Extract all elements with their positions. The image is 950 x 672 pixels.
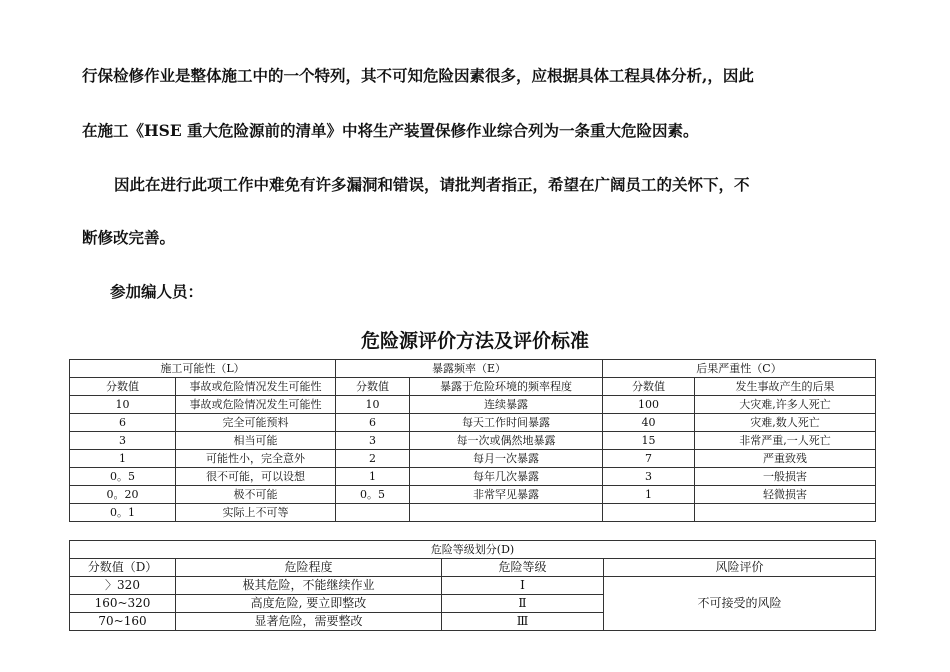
table-cell: 0。5 xyxy=(70,468,176,486)
paragraph-3: 因此在进行此项工作中难免有许多漏洞和错误，请批判者指正，希望在广阔员工的关怀下，不 xyxy=(114,175,750,194)
table-cell: 实际上不可等 xyxy=(176,504,336,522)
sub-header: 发生事故产生的后果 xyxy=(695,378,876,396)
table-cell: 每天工作时间暴露 xyxy=(410,414,603,432)
table-cell: 高度危险, 要立即整改 xyxy=(176,595,442,613)
grade-caption: 危险等级划分(D) xyxy=(70,541,876,559)
table-cell: 0。1 xyxy=(70,504,176,522)
table-cell: 很不可能，可以设想 xyxy=(176,468,336,486)
grade-header: 危险等级 xyxy=(442,559,604,577)
header-likelihood: 施工可能性（L） xyxy=(70,360,336,378)
paragraph-4: 断修改完善。 xyxy=(82,228,176,247)
table-cell: 相当可能 xyxy=(176,432,336,450)
table-cell: 3 xyxy=(336,432,410,450)
table-cell: 非常严重,一人死亡 xyxy=(695,432,876,450)
evaluation-criteria-table xyxy=(69,359,876,522)
sub-header: 分数值 xyxy=(603,378,695,396)
table-cell: 1 xyxy=(70,450,176,468)
table-cell: 大灾难,许多人死亡 xyxy=(695,396,876,414)
table-cell: 100 xyxy=(603,396,695,414)
table-cell: 7 xyxy=(603,450,695,468)
table-cell: 3 xyxy=(603,468,695,486)
sub-header: 分数值 xyxy=(336,378,410,396)
table-cell: 灾难,数人死亡 xyxy=(695,414,876,432)
grade-header: 风险评价 xyxy=(604,559,876,577)
table-cell: 显著危险，需要整改 xyxy=(176,613,442,631)
table-cell: 非常罕见暴露 xyxy=(410,486,603,504)
table-cell: 轻微损害 xyxy=(695,486,876,504)
table-cell xyxy=(410,504,603,522)
table-cell: 10 xyxy=(70,396,176,414)
sub-header: 暴露于危险环境的频率程度 xyxy=(410,378,603,396)
paragraph-1: 行保检修作业是整体施工中的一个特列，其不可知危险因素很多，应根据具体工程具体分析,，因此 xyxy=(82,66,754,85)
table-cell: 1 xyxy=(603,486,695,504)
risk-grade-table xyxy=(69,540,876,631)
table-row xyxy=(70,432,876,450)
paragraph-2: 在施工《HSE 重大危险源前的清单》中将生产装置保修作业综合列为一条重大危险因素。 xyxy=(82,121,699,140)
grade-header: 危险程度 xyxy=(176,559,442,577)
table-cell: 70~160 xyxy=(70,613,176,631)
table-cell: 160~320 xyxy=(70,595,176,613)
table-cell xyxy=(695,504,876,522)
risk-evaluation-cell: 不可接受的风险 xyxy=(604,577,876,631)
grade-header: 分数值（D） xyxy=(70,559,176,577)
participants-label: 参加编人员： xyxy=(110,282,204,301)
table-cell: 每月一次暴露 xyxy=(410,450,603,468)
table-row xyxy=(70,486,876,504)
table-cell: 1 xyxy=(336,468,410,486)
table-cell: 3 xyxy=(70,432,176,450)
table-cell: 连续暴露 xyxy=(410,396,603,414)
table-cell: 每一次或偶然地暴露 xyxy=(410,432,603,450)
table-cell: 10 xyxy=(336,396,410,414)
grade-caption-row xyxy=(70,541,876,559)
table-cell: 6 xyxy=(336,414,410,432)
table-cell: 一般损害 xyxy=(695,468,876,486)
sub-header: 分数值 xyxy=(70,378,176,396)
table-cell: 极不可能 xyxy=(176,486,336,504)
table-cell: 极其危险，不能继续作业 xyxy=(176,577,442,595)
table-cell: 0。20 xyxy=(70,486,176,504)
sub-header-row xyxy=(70,378,876,396)
table-cell xyxy=(336,504,410,522)
table-cell: 事故或危险情况发生可能性 xyxy=(176,396,336,414)
table-cell: 〉320 xyxy=(70,577,176,595)
table-cell: 6 xyxy=(70,414,176,432)
table-cell: 每年几次暴露 xyxy=(410,468,603,486)
table-cell: 0。5 xyxy=(336,486,410,504)
table-cell: Ⅲ xyxy=(442,613,604,631)
table-cell: 严重致残 xyxy=(695,450,876,468)
table-row xyxy=(70,414,876,432)
table-row xyxy=(70,504,876,522)
table-cell: Ⅰ xyxy=(442,577,604,595)
table-cell: 40 xyxy=(603,414,695,432)
table-row xyxy=(70,450,876,468)
grade-header-row xyxy=(70,559,876,577)
table-cell: 15 xyxy=(603,432,695,450)
table-cell: 完全可能预料 xyxy=(176,414,336,432)
group-header-row xyxy=(70,360,876,378)
table-cell: 可能性小，完全意外 xyxy=(176,450,336,468)
table-cell: Ⅱ xyxy=(442,595,604,613)
header-exposure: 暴露频率（E） xyxy=(336,360,603,378)
table-title: 危险源评价方法及评价标准 xyxy=(360,330,589,352)
header-consequence: 后果严重性（C） xyxy=(603,360,876,378)
table-row xyxy=(70,577,876,595)
table-row xyxy=(70,396,876,414)
table-row xyxy=(70,468,876,486)
table-cell xyxy=(603,504,695,522)
sub-header: 事故或危险情况发生可能性 xyxy=(176,378,336,396)
table-cell: 2 xyxy=(336,450,410,468)
